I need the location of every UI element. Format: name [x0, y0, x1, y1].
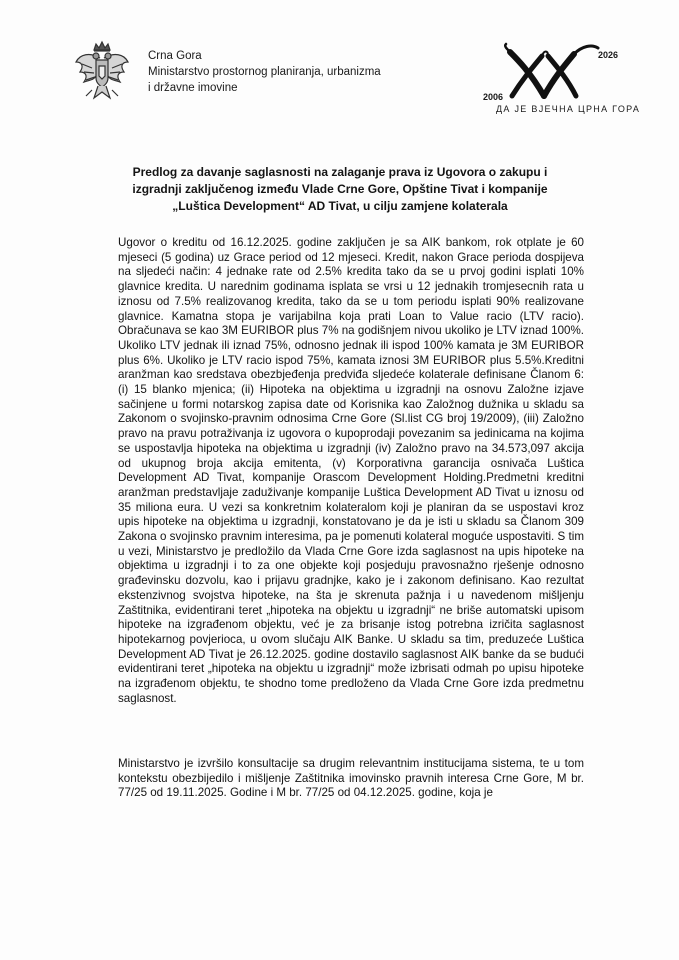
jubilee-motto: ДА ЈЕ ВЈЕЧНА ЦРНА ГОРА	[496, 104, 641, 114]
body-paragraph-2	[118, 757, 584, 801]
paragraph-text: Ugovor o kreditu od 16.12.2025. godine zaključen je sa AIK bankom, rok otplate je 60 mjeseci (5 godina) uz Grace period od 12 mjeseci. Kredit, nakon Grace perioda dospijeva na sljedeći način: 4 jednake rate od 2.5% kredita tako da se u prvoj godini isplati 10% glavnice kredita. U narednim godinama isplata se vrsi u 12 jednakih tromjesecnih rata u iznosu od 7.5% realizovanog kredita, tako da se u tom periodu isplati 90% realizovane glavnice. Kamatna stopa je varijabilna koja prati Loan to Value racio (LTV racio). Obračunava se kao 3M EURIBOR plus 7% na godišnjem nivou ukoliko je LTV iznad 100%. Ukoliko LTV jednak ili iznad 75%, odnosno jednak ili ispod 100% kamata je 3M EURIBOR plus 6%. Ukoliko je LTV racio ispod 75%, kamata iznosi 3M EURIBOR plus 5.5%.Kreditni aranžman kao sredstava obezbjeđenja predviđa sljedeće kolaterale definisane Članom 6: (i) 15 blanko mjenica; (ii) Hipoteka na objektima u izgradnji na osnovu Založne izjave sačinjene u formi notarskog zapisa date od Korisnika kao Založnog dužnika u skladu sa Zakonom o svojinsko-pravnim odnosima Crne Gore (Sl.list CG broj 19/2009), (iii) Založno pravo na pravu potraživanja iz ugovora o kupoprodaji povezanim sa jedinicama na kojima se uspostavlja hipoteka na objektima u izgradnji (iv) Založno pravo na 34.573,097 akcija od ukupnog broja akcija emitenta, (v) Korporativna garancija osnivača Luštica Development AD Tivat, kompanije Orascom Development Holding.Predmetni kreditni aranžman predstavljaje zaduživanje kompanije Luštica Development AD Tivat u iznosu od 35 miliona eura. U vezi sa konkretnim kolateralom koji je planiran da se uspostavi kroz upis hipoteke na objektima u izgradnji, konstatovano je da je isti u skladu sa Članom 309 Zakona o svojinsko pravnim interesima, pa je pomenuti kolateral moguće uspostaviti. S tim u vezi, Ministarstvo je predložilo da Vlada Crne Gore izda saglasnost na upis hipoteke na objektima u izgradnji i to za one objekte koji posjeduju pravosnažno rješenje odnosno građevinsku dozvolu, kao i prijavu gradnjke, kako je i zakonom definisano. Kao rezultat ekstenzivnog svojstva hipoteke, na šta je skrenuta pažnja i u navedenom mišljenju Zaštitnika, evidentirani teret „hipoteka na objektu u izgradnji“ ne briše automatski upisom hipoteke na izgrađenom objektu, već je za brisanje istog potrebna izričita saglasnost hipotekarnog povjerioca, u ovom slučaju AIK Banke. U skladu sa tim, preduzeće Luštica Development AD Tivat je 26.12.2025. godine dostavilo saglasnost AIK banke da se budući evidentirani teret „hipoteka na objektu u izgradnji“ može izbrisati odmah po upisu hipoteke na izgrađenom objektu, te shodno tome predloženo da Vlada Crne Gore izda predmetnu saglasnost.	[118, 236, 584, 705]
institution-ministry: Ministarstvo prostornog planiranja, urbanizma	[148, 66, 381, 78]
body-paragraph-1	[118, 236, 584, 707]
coat-of-arms-emblem	[72, 40, 132, 106]
jubilee-year-end: 2026	[598, 50, 619, 60]
paragraph-text: Ministarstvo je izvršilo konsultacije sa drugim relevantnim institucijama sistema, te u tom kontekstu obezbijedilo i mišljenje Zaštitnika imovinsko pravnih interesa Crne Gore, M br. 77/25 od 19.11.2025. Godine i M br. 77/25 od 04.12.2025. godine, koja je	[118, 757, 584, 800]
jubilee-year-start: 2006	[483, 92, 504, 102]
institution-ministry-cont: i državne imovine	[148, 82, 238, 94]
title-line-2: izgradnji zaključenog između Vlade Crne Gore, Opštine Tivat i kompanije	[132, 182, 548, 196]
institution-name	[148, 48, 381, 96]
title-line-1: Predlog za davanje saglasnosti na zalaganje prava iz Ugovora o zakupu i	[132, 165, 548, 179]
title-line-3: „Luštica Development“ AD Tivat, u cilju zamjene kolaterala	[172, 199, 508, 213]
document-title	[100, 164, 580, 215]
institution-country: Crna Gora	[148, 50, 202, 62]
